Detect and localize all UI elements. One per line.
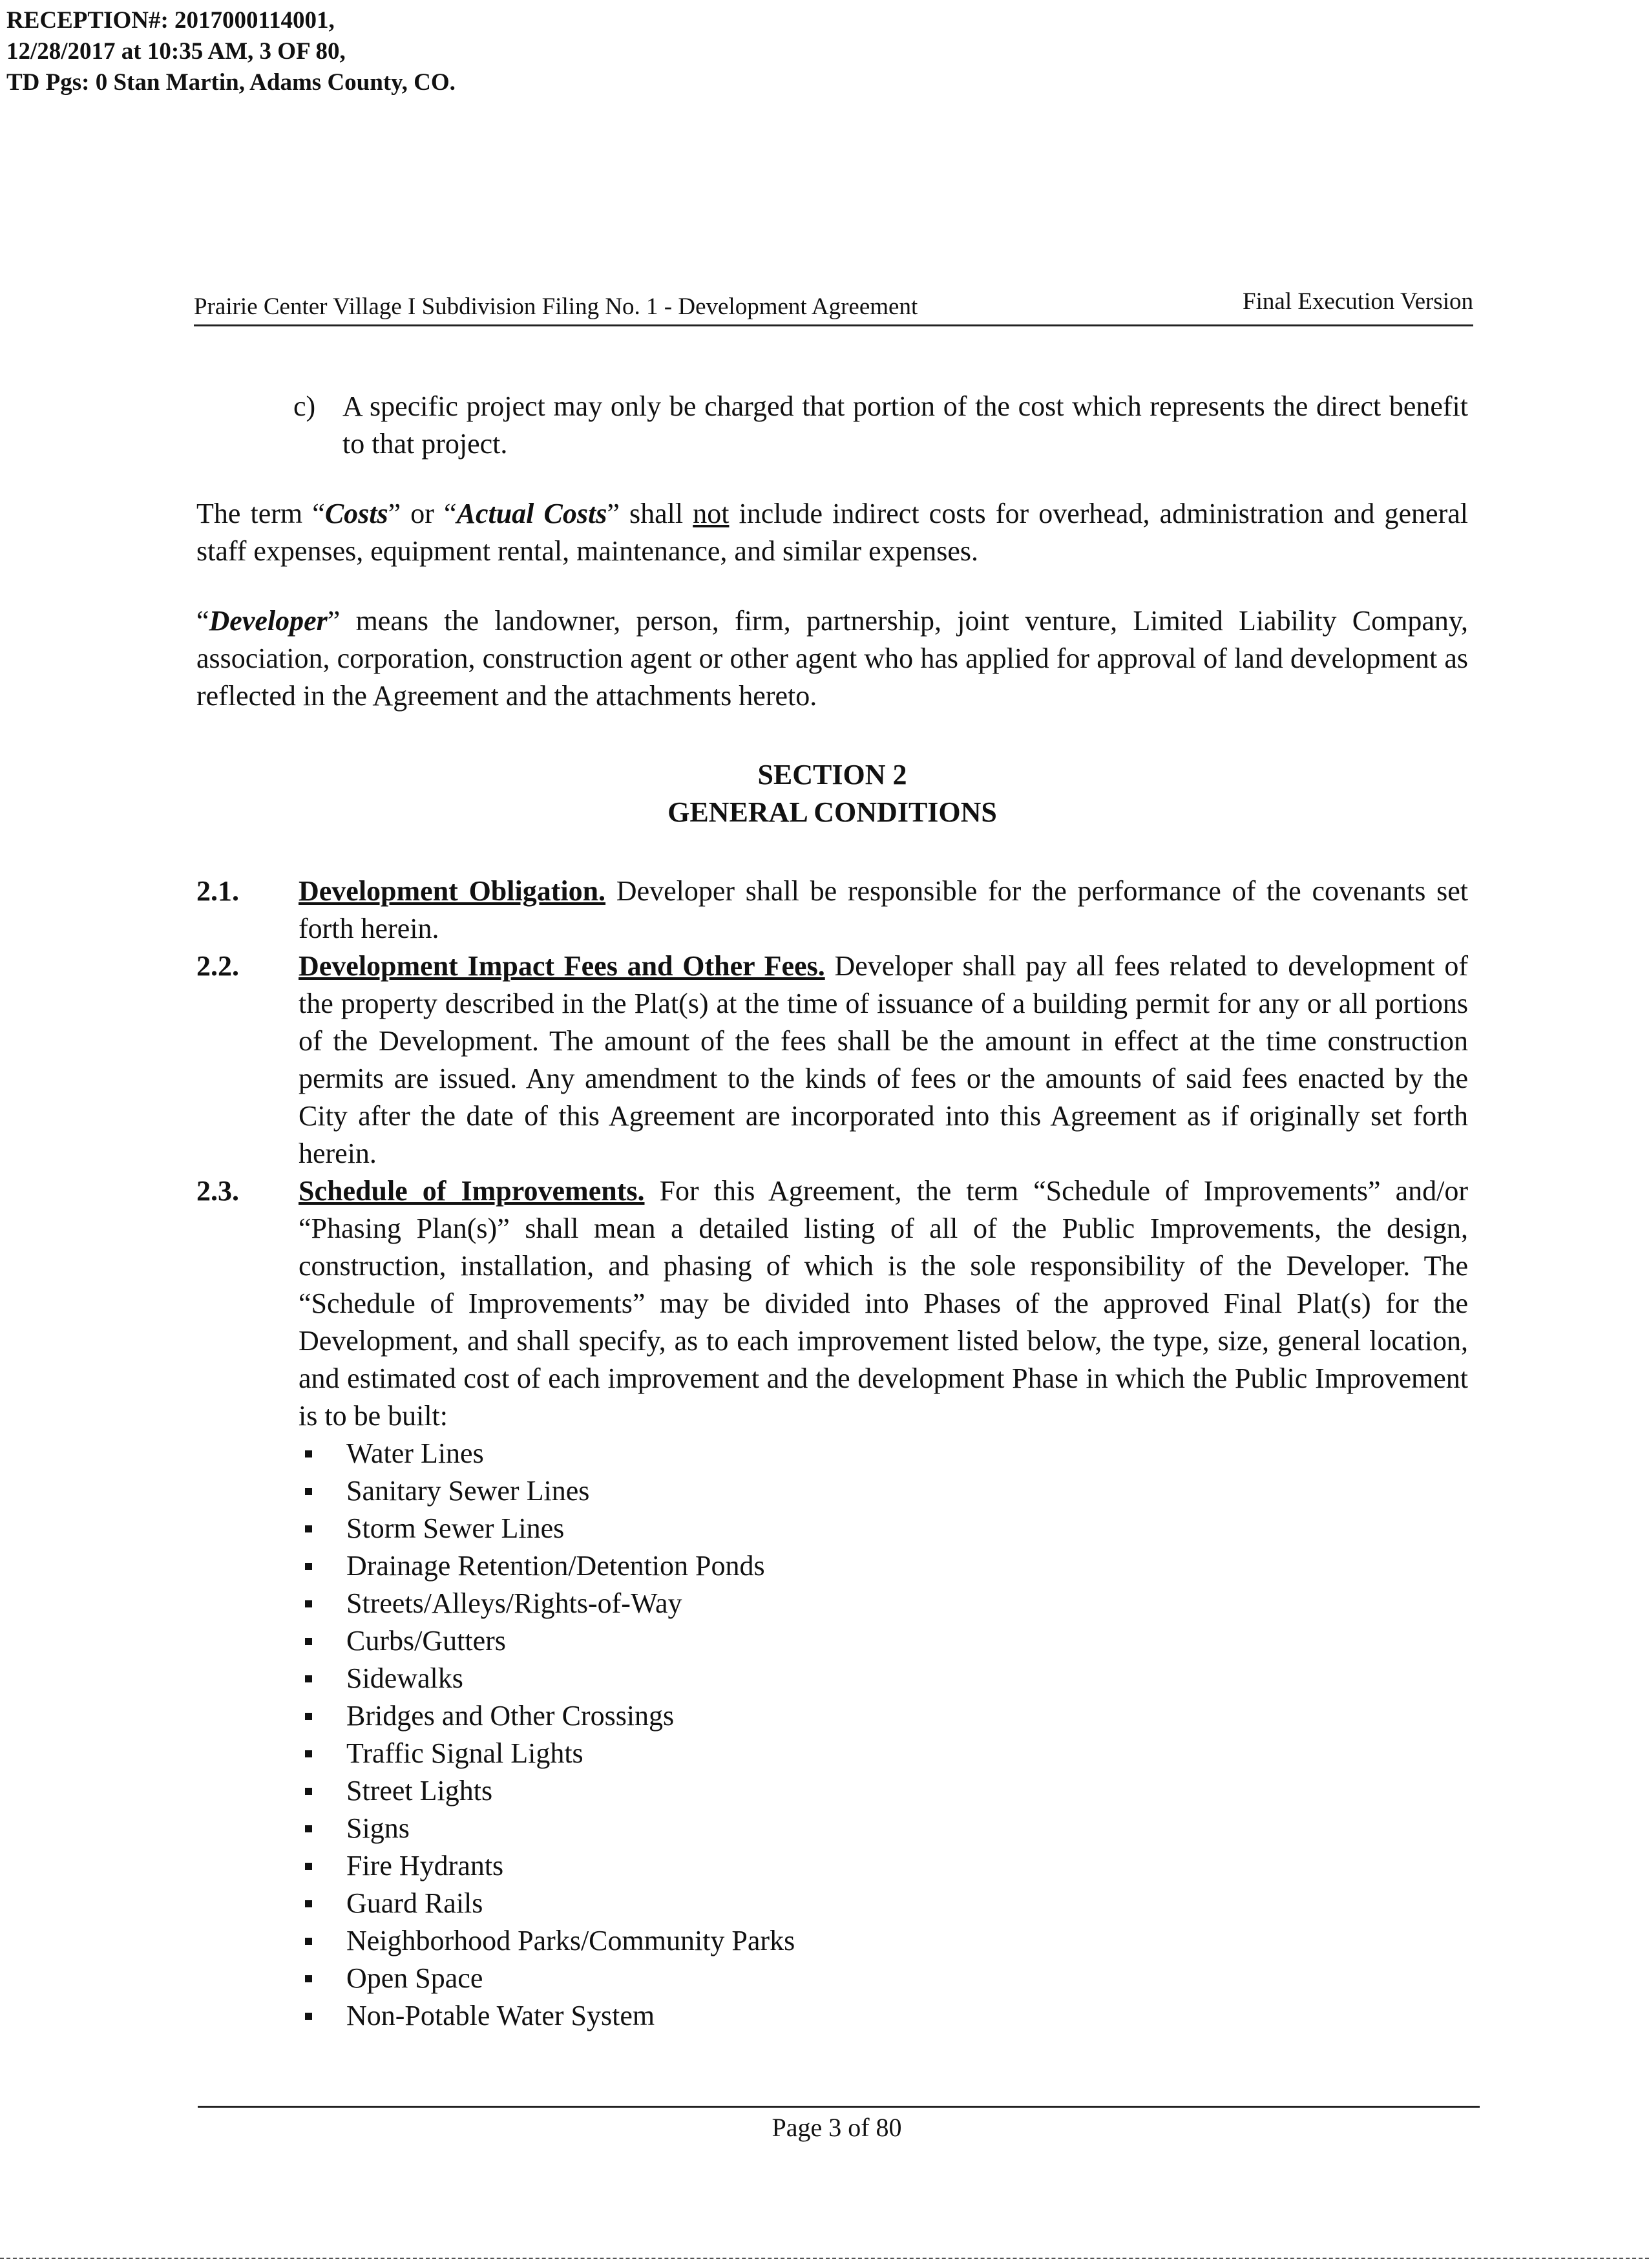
developer-text: ” means the landowner, person, firm, partnership, joint venture, Limited Liability Company, association, corporation, construction agent or other agent who has applied for approval of land development as reflected in the Agreement and the attachments hereto. <box>196 605 1468 712</box>
list-item: Non-Potable Water System <box>299 1997 1468 2035</box>
costs-text-post: include indirect costs for overhead, administration and general staff expenses, equipment rental, maintenance, and similar expenses. <box>196 498 1468 567</box>
page-header <box>194 290 1473 326</box>
list-item: Fire Hydrants <box>299 1847 1468 1885</box>
clause-number: 2.2. <box>196 950 239 982</box>
clause-title: Development Obligation. <box>299 875 606 907</box>
reception-line-1: RECEPTION#: 2017000114001, <box>6 7 335 34</box>
reception-line-2: 12/28/2017 at 10:35 AM, 3 OF 80, <box>6 38 346 65</box>
header-version: Final Execution Version <box>1243 288 1473 315</box>
developer-open-quote: “ <box>196 605 209 637</box>
clause-number: 2.3. <box>196 1175 239 1207</box>
list-item: Neighborhood Parks/Community Parks <box>299 1922 1468 1960</box>
list-item: Sidewalks <box>299 1660 1468 1697</box>
clause-2-3 <box>196 1172 1468 1435</box>
list-item: Streets/Alleys/Rights-of-Way <box>299 1585 1468 1622</box>
list-item: Sanitary Sewer Lines <box>299 1472 1468 1510</box>
term-actual-costs: Actual Costs <box>456 498 607 529</box>
page-number: Page 3 of 80 <box>772 2113 902 2142</box>
list-item: Curbs/Gutters <box>299 1622 1468 1660</box>
section-title: GENERAL CONDITIONS <box>667 796 997 828</box>
list-item: Guard Rails <box>299 1885 1468 1922</box>
document-body <box>196 388 1468 2035</box>
reception-stamp <box>6 5 456 98</box>
clause-number: 2.1. <box>196 875 239 907</box>
list-item: Bridges and Other Crossings <box>299 1697 1468 1735</box>
footer-divider <box>198 2106 1480 2108</box>
section-heading <box>196 756 1468 831</box>
improvements-list <box>196 1435 1468 2035</box>
list-item-c <box>196 388 1468 463</box>
list-item: Storm Sewer Lines <box>299 1510 1468 1547</box>
list-item: Open Space <box>299 1960 1468 1997</box>
list-item-c-text: A specific project may only be charged that portion of the cost which represents the direct benefit to that project. <box>342 390 1468 460</box>
section-number: SECTION 2 <box>757 759 907 790</box>
list-item: Drainage Retention/Detention Ponds <box>299 1547 1468 1585</box>
costs-text-pre: The term “ <box>196 498 325 529</box>
costs-text-mid: ” or “ <box>388 498 457 529</box>
scan-edge-line <box>0 2258 1649 2259</box>
header-document-title: Prairie Center Village I Subdivision Filing No. 1 - Development Agreement <box>194 293 918 320</box>
list-item: Traffic Signal Lights <box>299 1735 1468 1772</box>
emphasis-not: not <box>693 498 730 529</box>
clause-title: Schedule of Improvements. <box>299 1175 645 1207</box>
costs-text-mid2: ” shall <box>607 498 693 529</box>
developer-definition <box>196 602 1468 715</box>
clause-text: Developer shall be responsible for the performance of the covenants set forth herein. <box>299 875 1468 944</box>
term-developer: Developer <box>209 605 328 637</box>
reception-line-3: TD Pgs: 0 Stan Martin, Adams County, CO. <box>6 69 456 96</box>
list-item: Signs <box>299 1810 1468 1847</box>
costs-definition <box>196 495 1468 570</box>
clause-text: For this Agreement, the term “Schedule of Improvements” and/or “Phasing Plan(s)” shall mean a detailed listing of all of the Public Improvements, the design, construction, installation, and phasing of which is the sole responsibility of the Developer. The “Schedule of Improvements” may be divided into Phases of the approved Final Plat(s) for the Development, and shall specify, as to each improvement listed below, the type, size, general location, and estimated cost of each improvement and the development Phase in which the Public Improvement is to be built: <box>299 1175 1468 1432</box>
clause-text: Developer shall pay all fees related to development of the property described in the Plat(s) at the time of issuance of a building permit for any or all portions of the Development. The amount of the fees shall be the amount in effect at the time construction permits are issued. Any amendment to the kinds of fees or the amounts of said fees enacted by the City after the date of this Agreement are incorporated into this Agreement as if originally set forth herein. <box>299 950 1468 1169</box>
clause-title: Development Impact Fees and Other Fees. <box>299 950 825 982</box>
clause-2-2 <box>196 948 1468 1172</box>
list-item-c-label: c) <box>293 390 316 422</box>
term-costs: Costs <box>324 498 388 529</box>
clause-2-1 <box>196 873 1468 948</box>
list-item: Water Lines <box>299 1435 1468 1472</box>
list-item: Street Lights <box>299 1772 1468 1810</box>
